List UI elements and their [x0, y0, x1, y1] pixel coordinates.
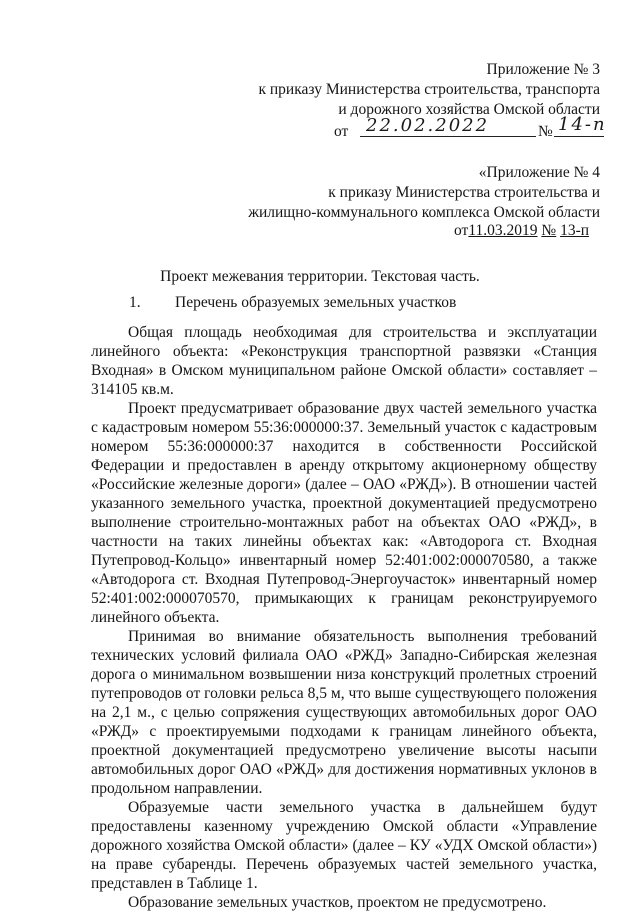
- section-number: 1.: [129, 294, 141, 311]
- paragraph: Образуемые части земельного участка в дальнейшем будут предоставлены казенному учреждению Омской области «Управление дорожного хозяйства Омской области» (далее – КУ «УДХ Омской области») на праве субаренды. Перечень образуемых частей земельного участка, представлен в Таблице 1.: [91, 799, 597, 892]
- number-label: №: [538, 123, 553, 140]
- paragraph: Общая площадь необходимая для строительства и эксплуатации линейного объекта: «Реконструкция транспортной развязки «Станция Входная» в Омском муниципальном районе Омской области» составляет – 314105 кв.м.: [91, 324, 597, 398]
- appendix-ministry-line: и дорожного хозяйства Омской области: [338, 101, 600, 118]
- appendix-order-line: к приказу Министерства строительства, транспорта: [258, 81, 600, 98]
- ref-date-line: [454, 221, 589, 240]
- handwritten-number: 14-п: [558, 114, 607, 135]
- section-title: Перечень образуемых земельных участков: [175, 294, 457, 311]
- ref-date-prefix: от: [454, 222, 469, 239]
- date-underline: [360, 136, 536, 137]
- ref-number: 13-п: [560, 222, 590, 239]
- ref-date: 11.03.2019: [468, 222, 538, 239]
- ref-number-prefix: №: [541, 222, 557, 239]
- document-title: Проект межевания территории. Текстовая часть.: [160, 268, 480, 285]
- appendix-heading: Приложение № 3: [486, 61, 600, 78]
- section-heading: [129, 293, 456, 312]
- ref-ministry-line: жилищно-коммунального комплекса Омской области: [248, 204, 600, 221]
- paragraph: Принимая во внимание обязательность выполнения требований технических условий филиала ОАО «РЖД» Западно-Сибирская железная дорога о минимальном возвышении низа конструкций пролетных строений путепроводов от головки рельса 8,5 м, что выше существующего положения на 2,1 м., с целью сопряжения существующих автомобильных дорог ОАО «РЖД» с проектируемыми подходами к границам линейного объекта, проектной документацией предусмотрено увеличение высоты насыпи автомобильных дорог ОАО «РЖД» для достижения нормативных уклонов в продольном направлении.: [91, 628, 597, 797]
- body-text: [91, 323, 597, 912]
- number-underline: [554, 136, 604, 137]
- date-label: от: [334, 123, 349, 140]
- handwritten-date: 22.02.2022: [366, 115, 490, 136]
- order-date-line: [334, 114, 607, 144]
- ref-order-line: к приказу Министерства строительства и: [328, 184, 600, 201]
- paragraph: Образование земельных участков, проектом не предусмотрено.: [128, 894, 547, 911]
- ref-appendix-heading: «Приложение № 4: [478, 164, 600, 181]
- paragraph: Проект предусматривает образование двух частей земельного участка с кадастровым номером 55:36:000000:37. Земельный участок с кадастровым номером 55:36:000000:37 находится в собственности Российской Федерации и предоставлен в аренду открытому акционерному обществу «Российские железные дороги» (далее – ОАО «РЖД»). В отношении частей указанного земельного участка, проектной документацией предусмотрено выполнение строительно-монтажных работ на объектах ОАО «РЖД», в частности на таких линейны объектах как: «Автодорога ст. Входная Путепровод-Кольцо» инвентарный номер 52:401:002:000070580, а также «Автодорога ст. Входная Путепровод-Энергоучасток» инвентарный номер 52:401:002:000070570, примыкающих к границам реконструируемого линейного объекта.: [91, 400, 597, 626]
